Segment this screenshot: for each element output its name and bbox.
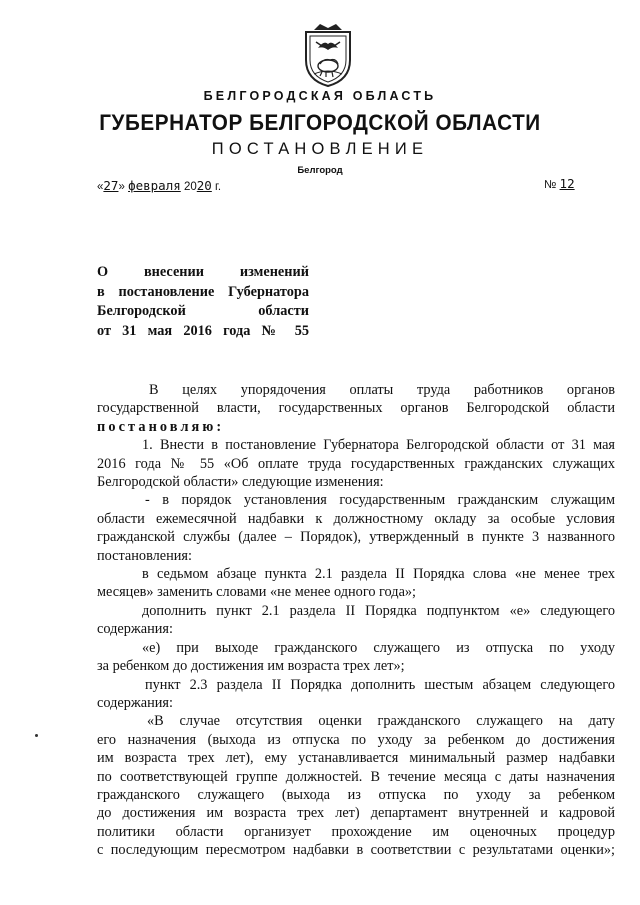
body-line: гражданского служащего (выхода из отпуска по уходу за ребенком: [97, 786, 615, 803]
body-line: В целях упорядочения оплаты труда работников органов: [149, 382, 615, 398]
body-line: Белгородской области» следующие изменения:: [97, 474, 384, 491]
body-line: - в порядок установления государственным гражданским служащим: [145, 492, 615, 509]
document-body: [97, 381, 615, 860]
date-day: 27: [103, 178, 119, 193]
date-year-unit: г.: [215, 181, 222, 193]
belgorod-coat-of-arms-icon: [300, 22, 356, 88]
body-line: до достижения им возраста трех лет) департамент внутренней и кадровой: [97, 805, 615, 822]
number-label: №: [544, 179, 557, 191]
body-line: дополнить пункт 2.1 раздела II Порядка подпунктом «е» следующего: [142, 602, 615, 619]
scan-mark: [35, 734, 38, 737]
subject-line: О внесении изменений: [97, 264, 309, 280]
date-year-suffix: 20: [196, 178, 212, 193]
body-line: им возраста трех лет), ему устанавливается минимальный размер надбавки: [97, 750, 615, 767]
body-line: области ежемесячной надбавки к должностному окладу за особые условия: [97, 510, 615, 527]
document-subject: [97, 263, 309, 341]
document-number: [544, 176, 575, 191]
date-year-prefix: 20: [183, 181, 197, 193]
subject-line: в постановление Губернатора: [97, 283, 309, 300]
date-open-quote: «: [97, 181, 104, 193]
body-line: его назначения (выхода из отпуска по уходу за ребенком до достижения: [97, 731, 615, 748]
body-line: государственной власти, государственных органов Белгородской области: [97, 400, 615, 417]
body-line: за ребенком до достижения им возраста трех лет»;: [97, 658, 405, 675]
number-value: 12: [559, 176, 575, 191]
body-line: пункт 2.3 раздела II Порядка дополнить шестым абзацем следующего: [145, 676, 615, 693]
body-line: политики области организует прохождение им оценочных процедур: [97, 823, 615, 840]
city-label: Белгород: [297, 165, 343, 176]
body-line: 2016 года № 55 «Об оплате труда государственных гражданских служащих: [97, 455, 615, 472]
region-title: БЕЛГОРОДСКАЯ ОБЛАСТЬ: [203, 89, 437, 103]
body-line: содержания:: [97, 621, 173, 638]
body-line: содержания:: [97, 694, 173, 711]
body-line: постановления:: [97, 547, 192, 564]
body-line: «е) при выходе гражданского служащего из отпуска по уходу: [142, 639, 615, 656]
subject-line: от 31 мая 2016 года № 55: [97, 322, 309, 339]
document-type: ПОСТАНОВЛЕНИЕ: [211, 140, 429, 158]
body-line: месяцев» заменить словами «не менее одного года»;: [97, 584, 417, 601]
body-line: 1. Внести в постановление Губернатора Белгородской области от 31 мая: [142, 437, 615, 454]
body-line: по соответствующей группе должностей. В течение месяца с даты назначения: [97, 768, 615, 785]
body-line: постановляю:: [97, 418, 225, 435]
document-date: [97, 178, 221, 193]
body-line: «В случае отсутствия оценки гражданского служащего на дату: [147, 713, 615, 730]
body-line: гражданской службы (далее – Порядок), утвержденный в пункте 3 названного: [97, 529, 615, 546]
date-month: февраля: [128, 178, 181, 193]
governor-title: ГУБЕРНАТОР БЕЛГОРОДСКОЙ ОБЛАСТИ: [99, 110, 541, 135]
subject-line: Белгородской области: [97, 303, 309, 319]
date-close-quote: »: [118, 181, 125, 193]
body-line: с последующим пересмотром надбавки в соответствии с результатами оценки»;: [97, 842, 615, 859]
body-line: в седьмом абзаце пункта 2.1 раздела II Порядка слова «не менее трех: [142, 566, 615, 583]
